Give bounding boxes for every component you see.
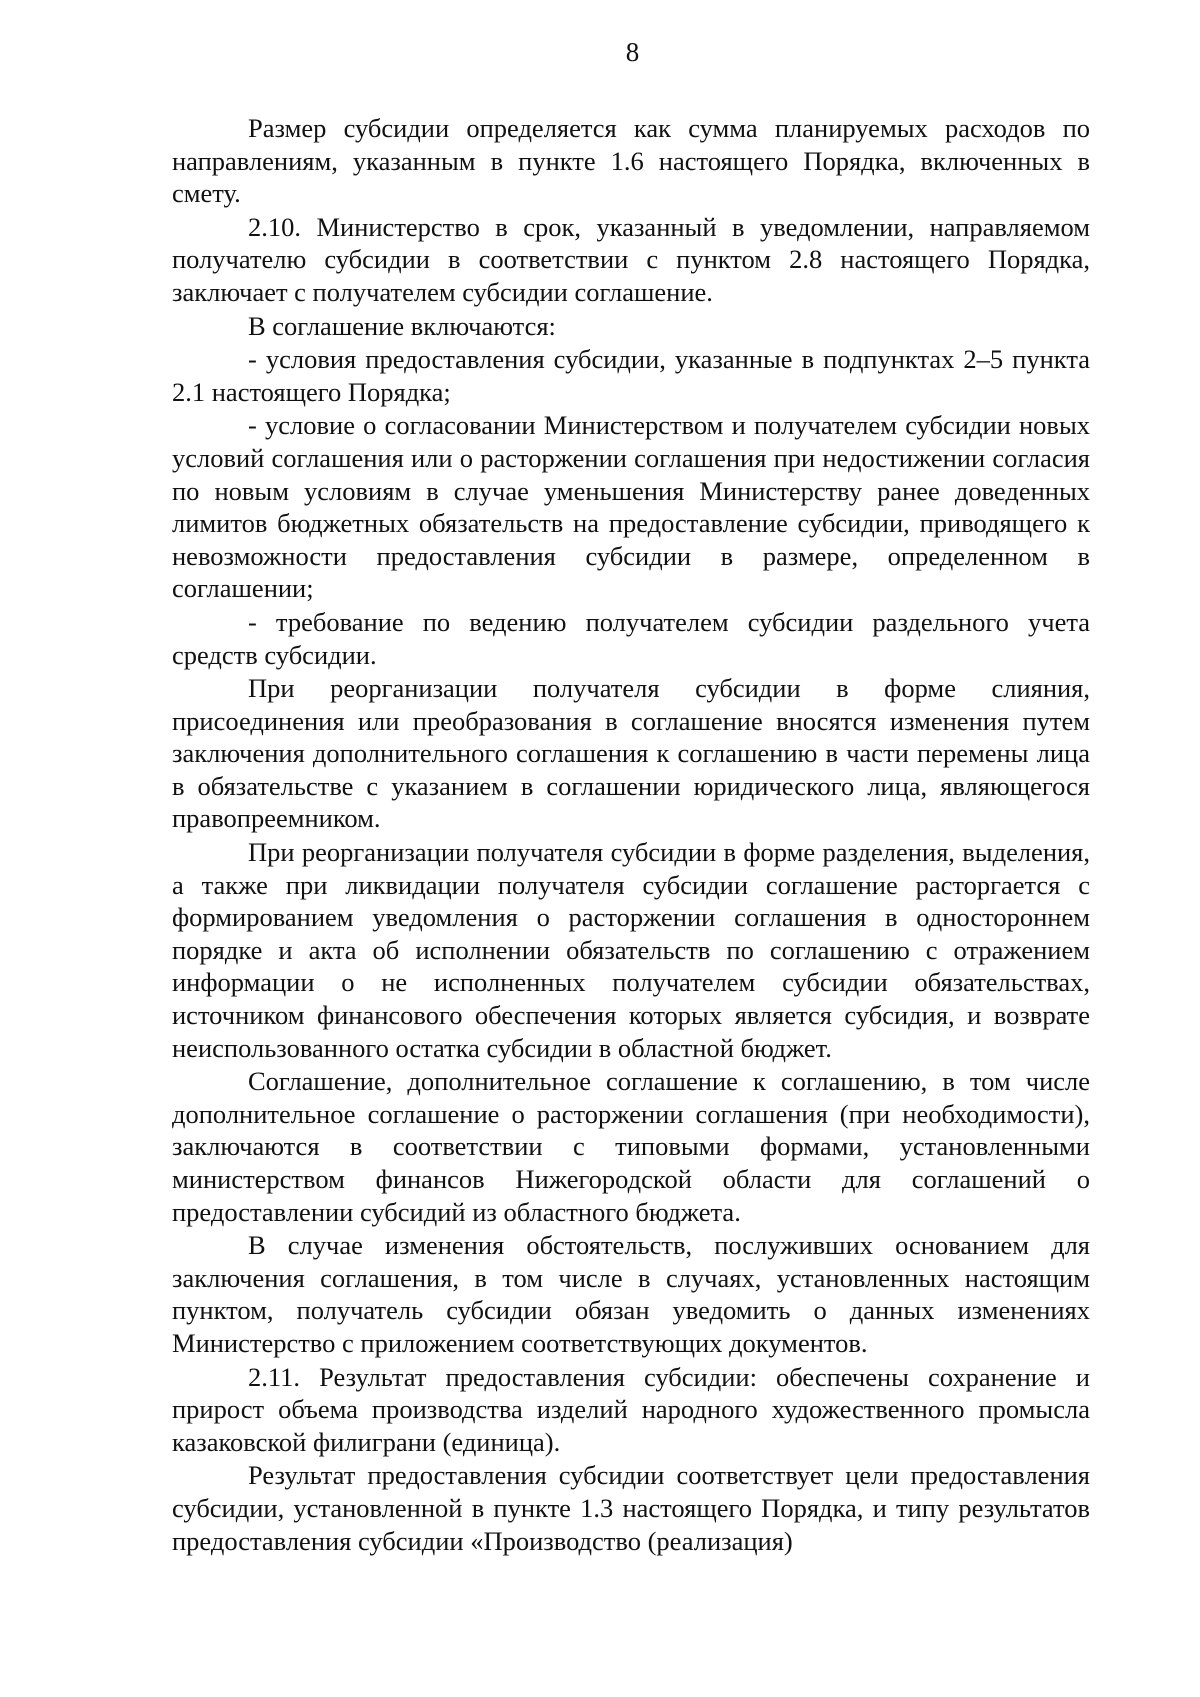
paragraph-result-correspondence: Результат предоставления субсидии соответствует цели предоставления субсидии, установленной в пункте 1.3 настоящего Порядка, и типу результатов предоставления субсидии «Производство (реализация) (172, 1460, 1090, 1556)
paragraph-change-circumstances: В случае изменения обстоятельств, послуживших основанием для заключения соглашения, в том числе в случаях, установленных настоящим пунктом, получатель субсидии обязан уведомить о данных изменениях Министерство с приложением соответствующих документов. (172, 1230, 1090, 1358)
paragraph-2-11: 2.11. Результат предоставления субсидии: обеспечены сохранение и прирост объема производства изделий народного художественного промысла казаковской филиграни (единица). (172, 1361, 1090, 1457)
paragraph-reorganization-merger: При реорганизации получателя субсидии в форме слияния, присоединения или преобразования в соглашение вносятся изменения путем заключения дополнительного соглашения к соглашению в части перемены лица в обязательстве с указанием в соглашении юридического лица, являющегося правопреемником. (172, 673, 1090, 834)
document-body (172, 112, 1090, 1558)
list-item-separate-accounting: - требование по ведению получателем субсидии раздельного учета средств субсидии. (172, 606, 1090, 670)
paragraph-standard-forms: Соглашение, дополнительное соглашение к соглашению, в том числе дополнительное соглашение о расторжении соглашения (при необходимости), заключаются в соответствии с типовыми формами, установленными министерством финансов Нижегородской области для соглашений о предоставлении субсидий из областного бюджета. (172, 1066, 1090, 1227)
list-item-approval-condition: - условие о согласовании Министерством и получателем субсидии новых условий соглашения или о расторжении соглашения при недостижении согласия по новым условиям в случае уменьшения Министерству ранее доведенных лимитов бюджетных обязательств на предоставление субсидии, приводящего к невозможности предоставления субсидии в размере, определенном в соглашении; (172, 410, 1090, 604)
list-item-conditions: - условия предоставления субсидии, указанные в подпунктах 2–5 пункта 2.1 настоящего Порядка; (172, 344, 1090, 407)
paragraph-subsidy-size: Размер субсидии определяется как сумма планируемых расходов по направлениям, указанным в пункте 1.6 настоящего Порядка, включенных в смету. (172, 113, 1090, 209)
paragraph-2-10: 2.10. Министерство в срок, указанный в уведомлении, направляемом получателю субсидии в соответствии с пунктом 2.8 настоящего Порядка, заключает с получателем субсидии соглашение. (172, 211, 1090, 307)
paragraph-agreement-includes: В соглашение включаются: (248, 310, 556, 341)
paragraph-reorganization-division: При реорганизации получателя субсидии в форме разделения, выделения, а также при ликвидации получателя субсидии соглашение расторгается с формированием уведомления о расторжении соглашения в одностороннем порядке и акта об исполнении обязательств по соглашению с отражением информации о не исполненных получателем субсидии обязательствах, источником финансового обеспечения которых является субсидия, и возврате неиспользованного остатка субсидии в областной бюджет. (172, 837, 1090, 1063)
page-number: 8 (625, 37, 640, 67)
